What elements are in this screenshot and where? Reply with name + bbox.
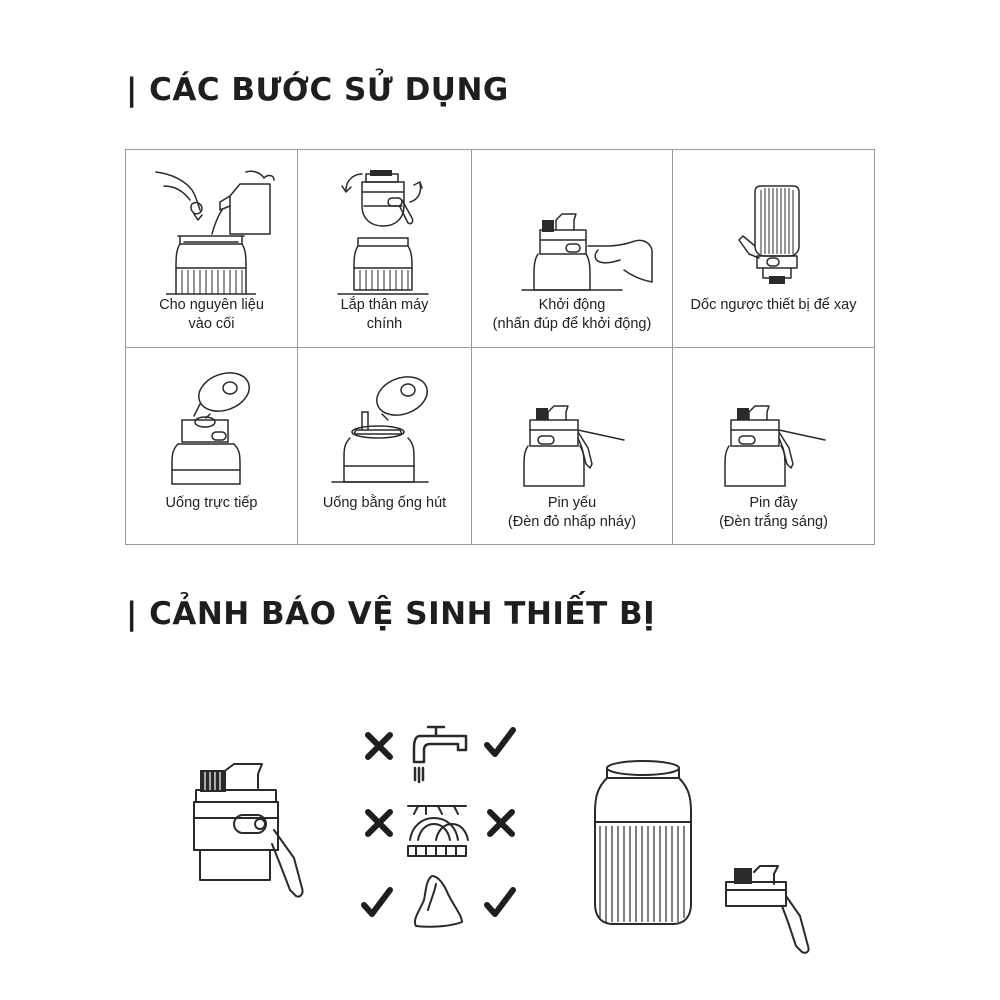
tap-water-icon — [414, 727, 466, 782]
straw-drink-icon — [298, 348, 471, 498]
step-card — [298, 348, 471, 545]
jar-cloth-ok-mark — [487, 890, 513, 914]
flip-to-blend-icon — [673, 150, 874, 300]
step-label-line1: Dốc ngược thiết bị để xay — [690, 297, 857, 313]
step-label-line1: Uống trực tiếp — [165, 495, 258, 511]
motor-cap-icon — [200, 770, 226, 792]
jar-water-ok-mark — [487, 730, 513, 754]
dishwasher-icon — [408, 806, 468, 856]
step-label-line1: Uống bằng ống hút — [322, 495, 447, 511]
lid-cap-icon — [734, 868, 752, 884]
full-battery-icon — [673, 348, 874, 498]
step-label-line1: Pin yếu — [547, 495, 597, 511]
step-label-line2: (Đèn trắng sáng) — [719, 514, 828, 530]
motor-not-dishwasher-mark — [368, 812, 390, 834]
step-card — [472, 150, 672, 347]
step-label-line2: (nhấn đúp để khởi động) — [492, 316, 652, 332]
step-label-line1: Cho nguyên liệu — [159, 297, 264, 313]
pour-ingredients-icon — [126, 150, 297, 300]
step-card — [298, 150, 471, 347]
motor-cloth-ok-mark — [364, 890, 390, 914]
step-card — [673, 348, 874, 545]
attach-motor-icon — [298, 150, 471, 300]
blender-jar-illustration — [595, 761, 691, 924]
motor-not-water-mark — [368, 735, 390, 757]
step-label-line1: Khởi động — [538, 297, 606, 313]
jar-not-dishwasher-mark — [490, 812, 512, 834]
motor-base-illustration — [194, 764, 303, 897]
step-card — [472, 348, 672, 545]
step-label-line2: (Đèn đỏ nhấp nháy) — [507, 514, 637, 530]
drink-direct-icon — [126, 348, 297, 498]
cloth-wipe-icon — [415, 876, 462, 927]
step-label-line1: Lắp thân máy — [340, 297, 429, 313]
step-label-line2: vào cối — [188, 316, 235, 332]
step-card — [126, 150, 297, 347]
step-label-line2: chính — [366, 316, 403, 332]
step-card — [673, 150, 874, 347]
usage-steps-grid — [125, 149, 875, 545]
step-label-line1: Pin đầy — [749, 495, 798, 511]
lid-illustration — [726, 866, 809, 953]
low-battery-icon — [472, 348, 672, 498]
step-card — [126, 348, 297, 545]
usage-steps-title: | CÁC BƯỚC SỬ DỤNG — [126, 72, 509, 108]
cleaning-warning-title: | CẢNH BÁO VỆ SINH THIẾT BỊ — [126, 596, 656, 632]
double-press-start-icon — [472, 150, 672, 300]
